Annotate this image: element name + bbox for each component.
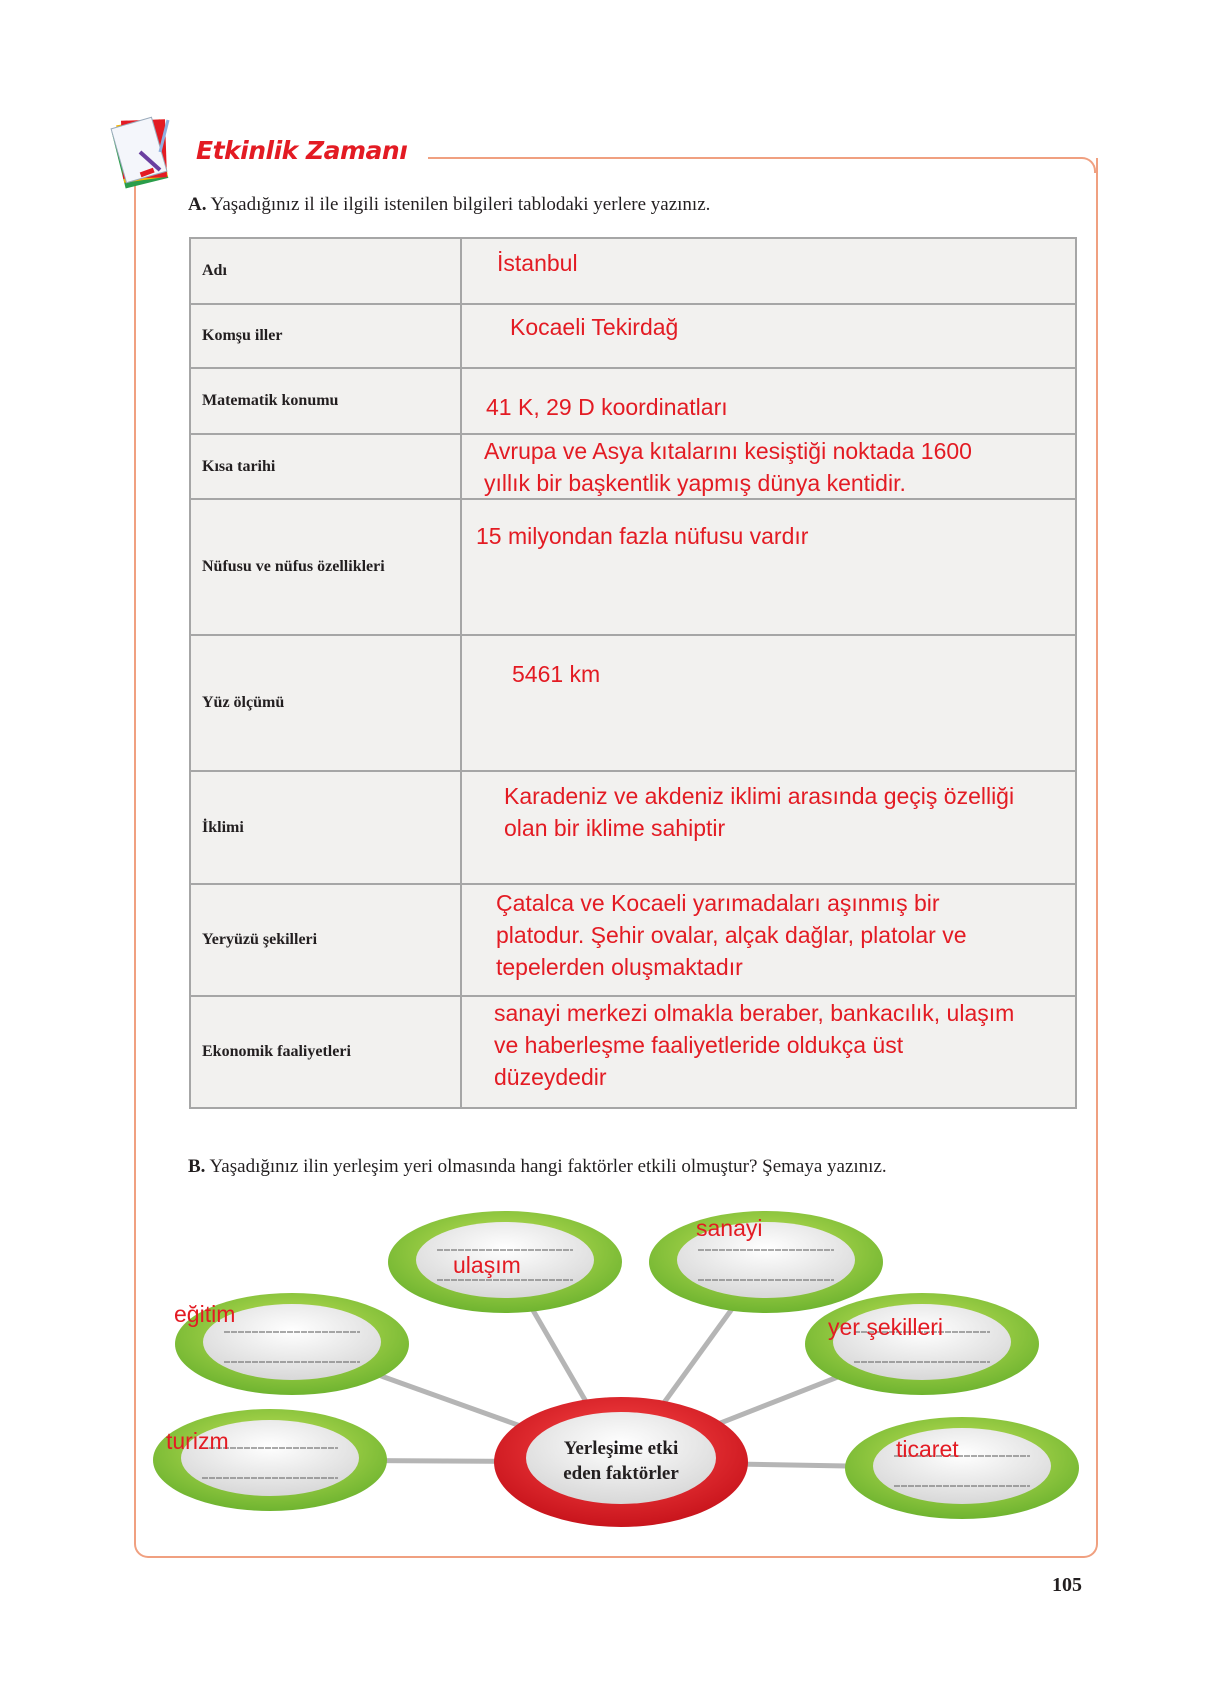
answer-line: Kocaeli Tekirdağ — [510, 314, 679, 340]
answer-line: yıllık bir başkentlik yapmış dünya kentidir. — [484, 470, 906, 496]
answer-line: sanayi merkezi olmakla beraber, bankacılık, ulaşım — [494, 1000, 1015, 1026]
center-label-line: eden faktörler — [563, 1463, 679, 1484]
row-label: Matematik konumu — [190, 368, 461, 434]
row-label: Yeryüzü şekilleri — [190, 884, 461, 996]
row-label: Nüfusu ve nüfus özellikleri — [190, 499, 461, 635]
answer-line: Avrupa ve Asya kıtalarını kesiştiği noktada 1600 — [484, 438, 972, 464]
answer-line: ve haberleşme faaliyetleride oldukça üst — [494, 1032, 904, 1058]
page-number: 105 — [1052, 1574, 1082, 1596]
section-a-text: Yaşadığınız il ile ilgili istenilen bilgileri tablodaki yerlere yazınız. — [210, 194, 711, 215]
row-label: İklimi — [190, 771, 461, 884]
section-a-letter: A. — [188, 194, 207, 215]
answer-line: olan bir iklime sahiptir — [504, 815, 726, 841]
answer-line: platodur. Şehir ovalar, alçak dağlar, platolar ve — [496, 922, 967, 948]
bubble-answer-ulasim: ulaşım — [453, 1252, 521, 1278]
section-b-letter: B. — [188, 1156, 206, 1177]
bubble-sanayi[interactable] — [649, 1211, 883, 1313]
row-label: Adı — [190, 238, 461, 304]
answer-line: 15 milyondan fazla nüfusu vardır — [476, 523, 809, 549]
bubble-ticaret[interactable] — [845, 1417, 1079, 1519]
page-title: Etkinlik Zamanı — [196, 136, 415, 165]
center-label-line: Yerleşime etki — [563, 1438, 679, 1459]
answer-line: Karadeniz ve akdeniz iklimi arasında geçiş özelliği — [504, 783, 1015, 809]
bubble-turizm[interactable] — [153, 1409, 387, 1511]
section-b-text: Yaşadığınız ilin yerleşim yeri olmasında hangi faktörler etkili olmuştur? Şemaya yazınız. — [209, 1156, 887, 1177]
bubble-answer-ticaret: ticaret — [896, 1436, 959, 1462]
bubble-answer-turizm: turizm — [166, 1428, 229, 1454]
bubble-answer-sanayi: sanayi — [696, 1215, 763, 1241]
row-label: Kısa tarihi — [190, 434, 461, 499]
answer-line: tepelerden oluşmaktadır — [496, 954, 743, 980]
row-label: Yüz ölçümü — [190, 635, 461, 771]
row-label: Komşu iller — [190, 304, 461, 368]
row-label: Ekonomik faaliyetleri — [190, 996, 461, 1108]
bubble-yer-sekilleri[interactable] — [805, 1293, 1039, 1395]
answer-line: düzeydedir — [494, 1064, 607, 1090]
bubble-answer-egitim: eğitim — [174, 1301, 236, 1327]
answer-line: 41 K, 29 D koordinatları — [486, 394, 728, 420]
answer-line: Çatalca ve Kocaeli yarımadaları aşınmış bir — [496, 890, 940, 916]
answer-line: 5461 km — [512, 661, 601, 687]
answer-line: İstanbul — [497, 250, 578, 276]
bubble-answer-yer-sekilleri: yer şekilleri — [828, 1314, 944, 1340]
center-label — [541, 1436, 701, 1486]
